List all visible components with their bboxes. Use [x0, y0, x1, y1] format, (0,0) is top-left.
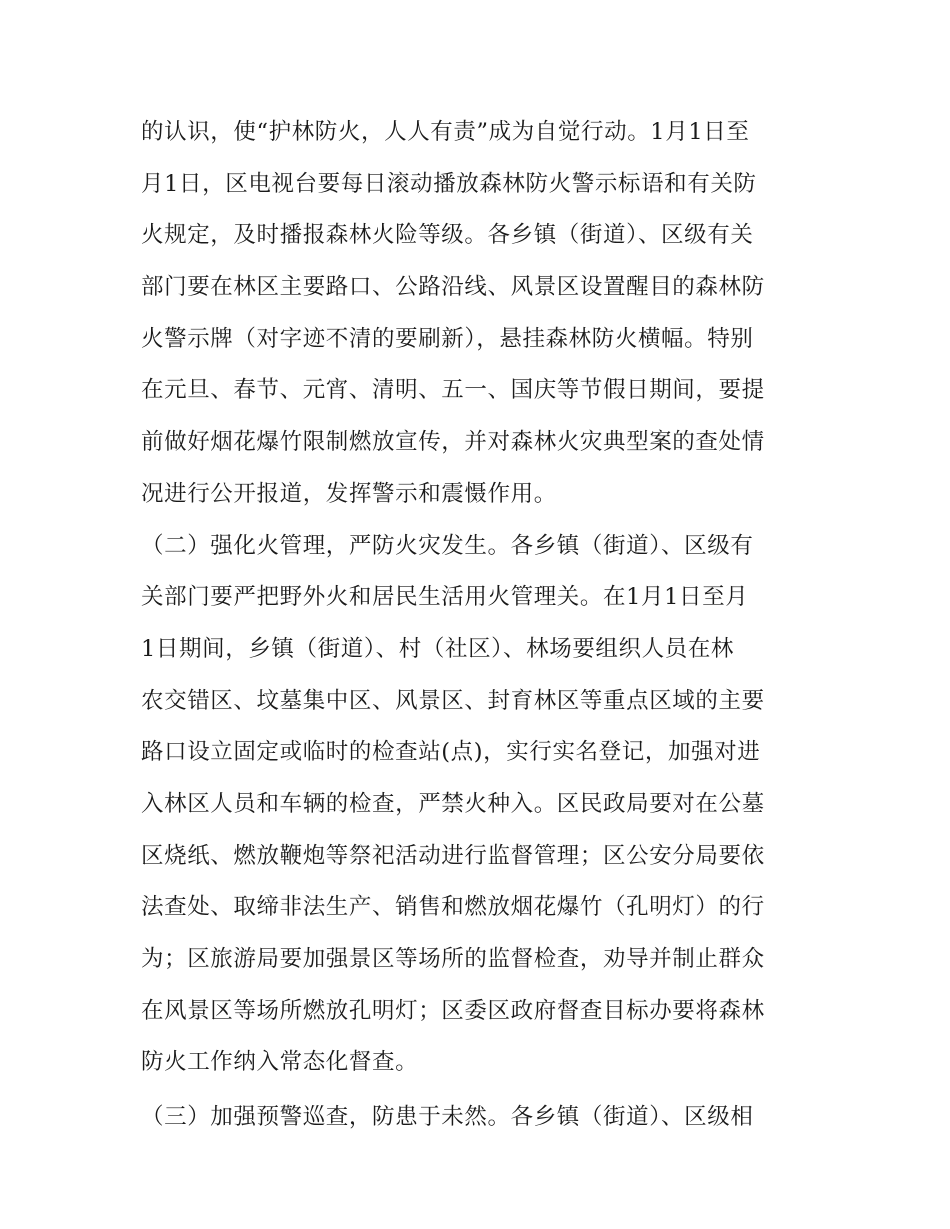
text-line: 前做好烟花爆竹限制燃放宣传，并对森林火灾典型案的查处情: [141, 429, 765, 456]
paragraph-awareness: [141, 107, 821, 521]
text-line: 在元旦、春节、元宵、清明、五一、国庆等节假日期间，要提: [141, 377, 765, 404]
text-line: 农交错区、坟墓集中区、风景区、封育林区等重点区域的主要: [141, 687, 765, 714]
text-line: 的认识，使“护林防火，人人有责”成为自觉行动。1月1日至: [141, 119, 750, 145]
text-line: 防火工作纳入常态化督查。: [141, 1049, 419, 1076]
text-line: 火警示牌（对字迹不清的要刷新），悬挂森林防火横幅。特别: [141, 325, 754, 352]
text-line: 为；区旅游局要加强景区等场所的监督检查，劝导并制止群众: [141, 946, 765, 972]
text-line: 况进行公开报道，发挥警示和震慑作用。: [141, 480, 557, 507]
document-body: [141, 107, 821, 1144]
text-line: 部门要在林区主要路口、公路沿线、风景区设置醒目的森林防: [141, 274, 765, 301]
section-heading-line: （三）加强预警巡查，防患于未然。各乡镇（街道）、区级相: [141, 1104, 754, 1131]
text-line: 月1日，区电视台要每日滚动播放森林防火警示标语和有关防: [141, 170, 757, 197]
paragraph-fire-management: [141, 521, 821, 1090]
text-line: 法查处、取缔非法生产、销售和燃放烟花爆竹（孔明灯）的行: [141, 894, 765, 921]
section-heading-line: （二）强化火管理，严防火灾发生。各乡镇（街道）、区级有: [141, 532, 754, 559]
text-line: 在风景区等场所燃放孔明灯；区委区政府督查目标办要将森林: [141, 997, 765, 1024]
paragraph-early-warning: [141, 1092, 821, 1144]
text-line: 火规定，及时播报森林火险等级。各乡镇（街道）、区级有关: [141, 222, 754, 249]
text-line: 1日期间，乡镇（街道）、村（社区）、林场要组织人员在林: [141, 635, 735, 662]
text-line: 入林区人员和车辆的检查，严禁火种入。区民政局要对在公墓: [141, 790, 765, 817]
text-line: 路口设立固定或临时的检查站(点)，实行实名登记，加强对进: [141, 739, 761, 766]
text-line: 关部门要严把野外火和居民生活用火管理关。在1月1日至月: [141, 584, 749, 611]
text-line: 区烧纸、燃放鞭炮等祭祀活动进行监督管理；区公安分局要依: [141, 842, 765, 869]
